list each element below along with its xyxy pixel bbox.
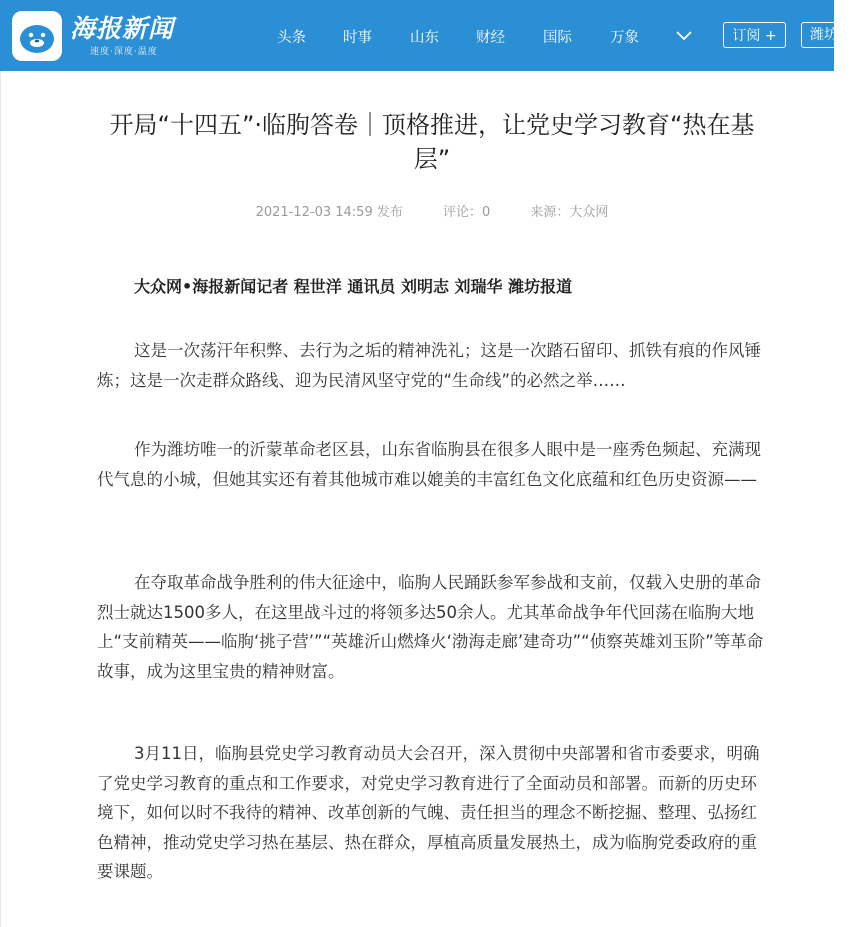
site-logo[interactable]	[12, 11, 174, 61]
top-navigation-bar	[0, 0, 838, 71]
article-source: 来源：大众网	[530, 205, 609, 220]
article-title: 开局“十四五”·临朐答卷｜顶格推进，让党史学习教育“热在基层”	[109, 111, 755, 173]
nav-item-miscellany[interactable]: 万象	[610, 30, 639, 46]
article-paragraph: 这是一次荡汗年积弊、去行为之垢的精神洗礼；这是一次踏石留印、抓铁有痕的作风锤炼；这是一次走群众路线、迎为民清风坚守党的“生命线”的必然之举……	[97, 341, 761, 390]
nav-item-international[interactable]: 国际	[543, 30, 572, 46]
seal-logo-icon	[12, 11, 62, 61]
chevron-down-icon[interactable]	[674, 26, 694, 46]
city-selector[interactable]: 潍坊	[801, 22, 861, 48]
comment-count[interactable]: 评论：0	[442, 205, 491, 220]
article-meta	[97, 201, 767, 220]
publish-datetime: 2021-12-03 14:59 发布	[255, 205, 403, 220]
nav-item-headlines[interactable]: 头条	[277, 30, 306, 46]
logo-title: 海报新闻	[70, 14, 175, 43]
page-left-border	[0, 71, 1, 927]
nav-item-current-affairs[interactable]: 时事	[343, 30, 372, 46]
article-paragraph: 3月11日，临朐县党史学习教育动员大会召开，深入贯彻中央部署和省市委要求，明确了党史学习教育的重点和工作要求，对党史学习教育进行了全面动员和部署。而新的历史环境下，如何以时不我待的精神、改革创新的气魄、责任担当的理念不断挖掘、整理、弘扬红色精神，推动党史学习热在基层、热在群众，厚植高质量发展热土，成为临朐党委政府的重要课题。	[97, 744, 760, 881]
article-paragraph: 作为潍坊唯一的沂蒙革命老区县，山东省临朐县在很多人眼中是一座秀色频起、充满现代气息的小城，但她其实还有着其他城市难以媲美的丰富红色文化底蕴和红色历史资源——	[97, 440, 761, 489]
article-byline: 大众网•海报新闻记者 程世洋 通讯员 刘明志 刘瑞华 潍坊报道	[134, 277, 573, 296]
subscribe-button[interactable]: 订阅 +	[723, 22, 786, 48]
article-paragraph: 在夺取革命战争胜利的伟大征途中，临朐人民踊跃参军参战和支前，仅载入史册的革命烈士就达1500多人，在这里战斗过的将领多达50余人。尤其革命战争年代回荡在临朐大地上“支前精英——临朐‘挑子营’”“英雄沂山燃烽火‘渤海走廊’建奇功”“侦察英雄刘玉阶”等革命故事，成为这里宝贵的精神财富。	[97, 573, 764, 681]
nav-item-shandong[interactable]: 山东	[410, 30, 439, 46]
logo-slogan: 速度·深度·温度	[90, 47, 158, 57]
nav-item-finance[interactable]: 财经	[476, 30, 505, 46]
